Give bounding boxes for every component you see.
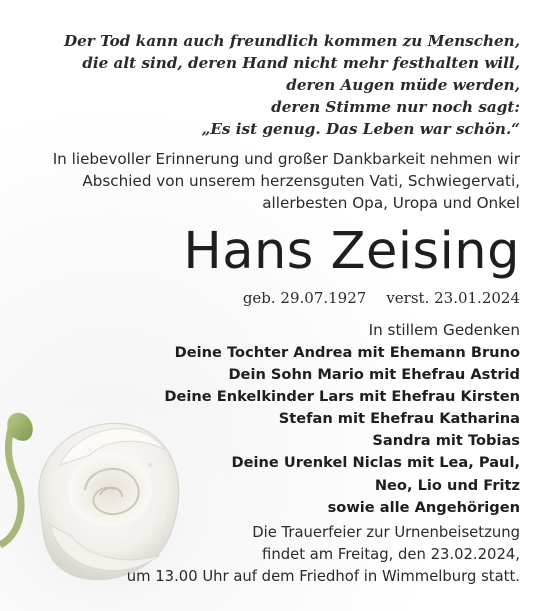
funeral-details: [40, 522, 520, 588]
poem-line: deren Augen müde werden,: [286, 76, 520, 94]
mourning-phrase: In stillem Gedenken: [368, 321, 520, 339]
ceremony-line: findet am Freitag, den 23.02.2024,: [262, 546, 520, 563]
intro-line: In liebevoller Erinnerung und großer Dankbarkeit nehmen wir: [52, 150, 520, 168]
mourner-line: Stefan mit Ehefrau Katharina: [278, 410, 520, 428]
poem-line: „Es ist genug. Das Leben war schön.“: [201, 120, 520, 138]
intro-line: allerbesten Opa, Uropa und Onkel: [262, 194, 520, 212]
mourner-line: Deine Tochter Andrea mit Ehemann Bruno: [174, 344, 520, 361]
ceremony-line: Die Trauerfeier zur Urnenbeisetzung: [252, 524, 520, 541]
mourner-line: Deine Urenkel Niclas mit Lea, Paul,: [231, 454, 520, 472]
poem-quote: [40, 30, 520, 140]
mourner-line: sowie alle Angehörigen: [327, 498, 520, 516]
ceremony-line: um 13.00 Uhr auf dem Friedhof in Wimmelburg statt.: [126, 568, 520, 585]
intro-line: Abschied von unserem herzensguten Vati, Schwiegervati,: [82, 172, 520, 190]
intro-text: [20, 148, 520, 214]
death-date: verst. 23.01.2024: [386, 289, 520, 307]
mourner-line: Deine Enkelkinder Lars mit Ehefrau Kirsten: [164, 388, 520, 406]
mourner-line: Neo, Lio und Fritz: [374, 476, 520, 494]
mourner-line: Dein Sohn Mario mit Ehefrau Astrid: [228, 366, 520, 384]
life-dates: [40, 288, 520, 308]
poem-line: deren Stimme nur noch sagt:: [271, 98, 520, 116]
deceased-name: Hans Zeising: [183, 222, 520, 281]
mourner-line: Sandra mit Tobias: [372, 432, 520, 450]
poem-line: die alt sind, deren Hand nicht mehr festhalten will,: [82, 54, 520, 72]
birth-date: geb. 29.07.1927: [242, 289, 367, 307]
mourners-list: [40, 342, 520, 519]
poem-line: Der Tod kann auch freundlich kommen zu Menschen,: [63, 32, 520, 50]
